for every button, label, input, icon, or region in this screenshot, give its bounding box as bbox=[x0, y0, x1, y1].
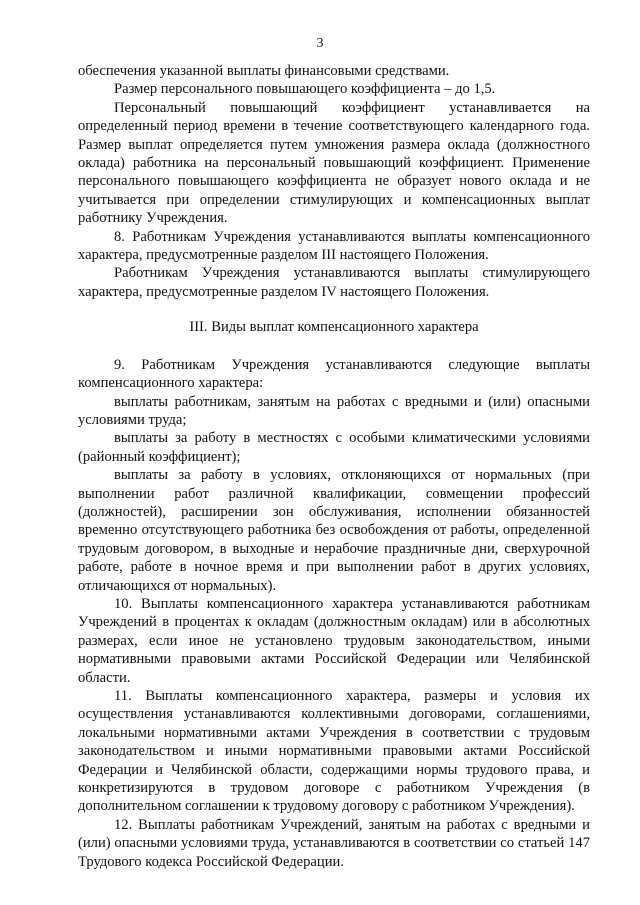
paragraph-harmful-conditions: выплаты работникам, занятым на работах с вредными и (или) опасными условиями труда; bbox=[78, 393, 590, 428]
page-number: 3 bbox=[316, 36, 324, 51]
paragraph-coefficient-size: Размер персонального повышающего коэффициента – до 1,5. bbox=[114, 81, 496, 98]
paragraph-stimulating-payments: Работникам Учреждения устанавливаются выплаты стимулирующего характера, предусмотренные разделом IV настоящего Положения. bbox=[78, 265, 590, 300]
paragraph-climatic-conditions: выплаты за работу в местностях с особыми климатическими условиями (районный коэффициент); bbox=[78, 430, 590, 465]
spacer bbox=[78, 337, 590, 356]
paragraph-item-10: 10. Выплаты компенсационного характера устанавливаются работникам Учреждений в процентах к окладам (должностным окладам) или в абсолютных размерах, если иное не установлено трудовым законодательством, иными нормативными правовыми актами Российской Федерации или Челябинской области. bbox=[78, 595, 590, 686]
paragraph-personal-coefficient: Персональный повышающий коэффициент устанавливается на определенный период времени в течение соответствующего календарного года. Размер выплат определяется путем умножения размера оклада (должностного оклада) работника на персональный повышающий коэффициент. Применение персонального повышающего коэффициента не образует нового оклада и не учитывается при определении стимулирующих и компенсационных выплат работнику Учреждения. bbox=[78, 99, 590, 227]
paragraph-item-9: 9. Работникам Учреждения устанавливаются следующие выплаты компенсационного характера: bbox=[78, 356, 590, 392]
paragraph-item-11: 11. Выплаты компенсационного характера, размеры и условия их осуществления устанавливаются коллективными договорами, соглашениями, локальными нормативными актами Учреждения в соответствии с трудовым законодательством и иными нормативными правовыми актами Российской Федерации и Челябинской области, содержащими нормы трудового права, и конкретизируются в трудовом договоре с работником Учреждения (в дополнительном соглашении к трудовому договору с работником Учреждения). bbox=[78, 688, 590, 815]
paragraph-abnormal-conditions: выплаты за работу в условиях, отклоняющихся от нормальных (при выполнении работ различной квалификации, совмещении профессий (должностей), расширении зон обслуживания, исполнении обязанностей временно отсутствующего работника без освобождения от работы, определенной трудовым договором, в выходные и нерабочие праздничные дни, сверхурочной работе, работе в ночное время и при выполнении работ в других условиях, отличающихся от нормальных). bbox=[78, 467, 590, 594]
paragraph-item-8: 8. Работникам Учреждения устанавливаются выплаты компенсационного характера, предусмотренные разделом III настоящего Положения. bbox=[78, 228, 590, 264]
spacer bbox=[78, 301, 590, 318]
document-body bbox=[78, 62, 590, 871]
paragraph-item-12: 12. Выплаты работникам Учреждений, занятым на работах с вредными и (или) опасными условиями труда, устанавливаются в соответствии со статьей 147 Трудового кодекса Российской Федерации. bbox=[78, 816, 590, 870]
paragraph-financing: обеспечения указанной выплаты финансовыми средствами. bbox=[78, 63, 450, 79]
section-heading: III. Виды выплат компенсационного характера bbox=[189, 319, 479, 336]
